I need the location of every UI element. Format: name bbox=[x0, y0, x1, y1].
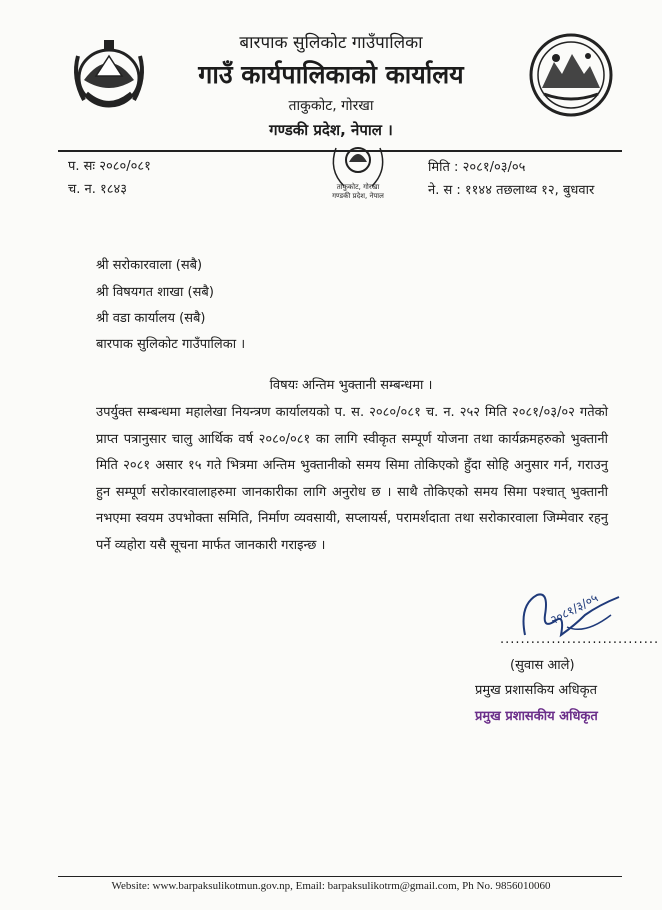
letter-body: उपर्युक्त सम्बन्धमा महालेखा नियन्त्रण कार्यालयको प. स. २०८०/०८१ च. न. २५२ मिति २०८१/०३/०२ गतेको प्राप्त पत्रानुसार चालु आर्थिक वर्ष २०८०/०८१ का लागि स्वीकृत सम्पूर्ण योजना तथा कार्यक्रमहरुको भुक्तानी मिति २०८१ असार १५ गते भित्रमा अन्तिम भुक्तानीको समय सिमा तोकिएको हुँदा सोहि अनुसार गर्न, गराउनु हुन सम्पूर्ण सरोकारवालाहरुमा जानकारीका लागि अनुरोध छ । साथै तोकिएको समय सिमा पश्चात् भुक्तानी नभएमा स्वयम उपभोक्ता समिति, निर्माण व्यवसायी, सप्लायर्स, परामर्शदाता तथा सरोकारवाला जिम्मेवार रहनु पर्ने व्यहोरा यसै सूचना मार्फत जानकारी गराइन्छ । bbox=[96, 405, 608, 553]
date-bs: मिति : २०८१/०३/०५ bbox=[428, 160, 526, 175]
footer-contact: Website: www.barpaksulikotmun.gov.np, Email: barpaksulikotrm@gmail.com, Ph No. 9856010060 bbox=[111, 880, 551, 892]
letterhead-office-name: गाउँ कार्यपालिकाको कार्यालय bbox=[198, 60, 464, 89]
designation-stamp: प्रमुख प्रशासकीय अधिकृत bbox=[475, 709, 598, 724]
signatory-title: प्रमुख प्रशासकिय अधिकृत bbox=[475, 683, 598, 698]
office-seal-text bbox=[318, 183, 398, 201]
reference-cn: च. न. १८४३ bbox=[68, 182, 128, 197]
letterhead-municipality-name: बारपाक सुलिकोट गाउँपालिका bbox=[239, 33, 423, 53]
recipient-sections: श्री विषयगत शाखा (सबै) bbox=[96, 285, 214, 300]
letter-subject bbox=[0, 375, 662, 393]
subject-text: विषयः अन्तिम भुक्तानी सम्बन्धमा । bbox=[269, 378, 433, 393]
letterhead-address: ताकुकोट, गोरखा bbox=[288, 98, 374, 114]
seal-line-address: ताकुकोट, गोरखा bbox=[336, 183, 380, 191]
signatory-name: (सुवास आले) bbox=[510, 658, 575, 673]
office-seal bbox=[318, 140, 398, 212]
handwritten-date: २०८१/३/०५ bbox=[547, 590, 601, 628]
recipient-ward-offices: श्री वडा कार्यालय (सबै) bbox=[96, 311, 206, 326]
date-nepal-sambat: ने. स : ११४४ तछलाथ्व १२, बुधवार bbox=[428, 183, 595, 198]
reference-ps: प. सः २०८०/०८१ bbox=[68, 159, 151, 174]
seal-line-province: गण्डकी प्रदेश, नेपाल bbox=[332, 192, 384, 200]
recipient-stakeholders: श्री सरोकारवाला (सबै) bbox=[96, 258, 203, 273]
recipient-municipality: बारपाक सुलिकोट गाउँपालिका । bbox=[96, 337, 246, 352]
footer-divider bbox=[58, 876, 622, 877]
signature-line: ............................... bbox=[500, 632, 660, 647]
letterhead-province: गण्डकी प्रदेश, नेपाल । bbox=[269, 121, 393, 139]
